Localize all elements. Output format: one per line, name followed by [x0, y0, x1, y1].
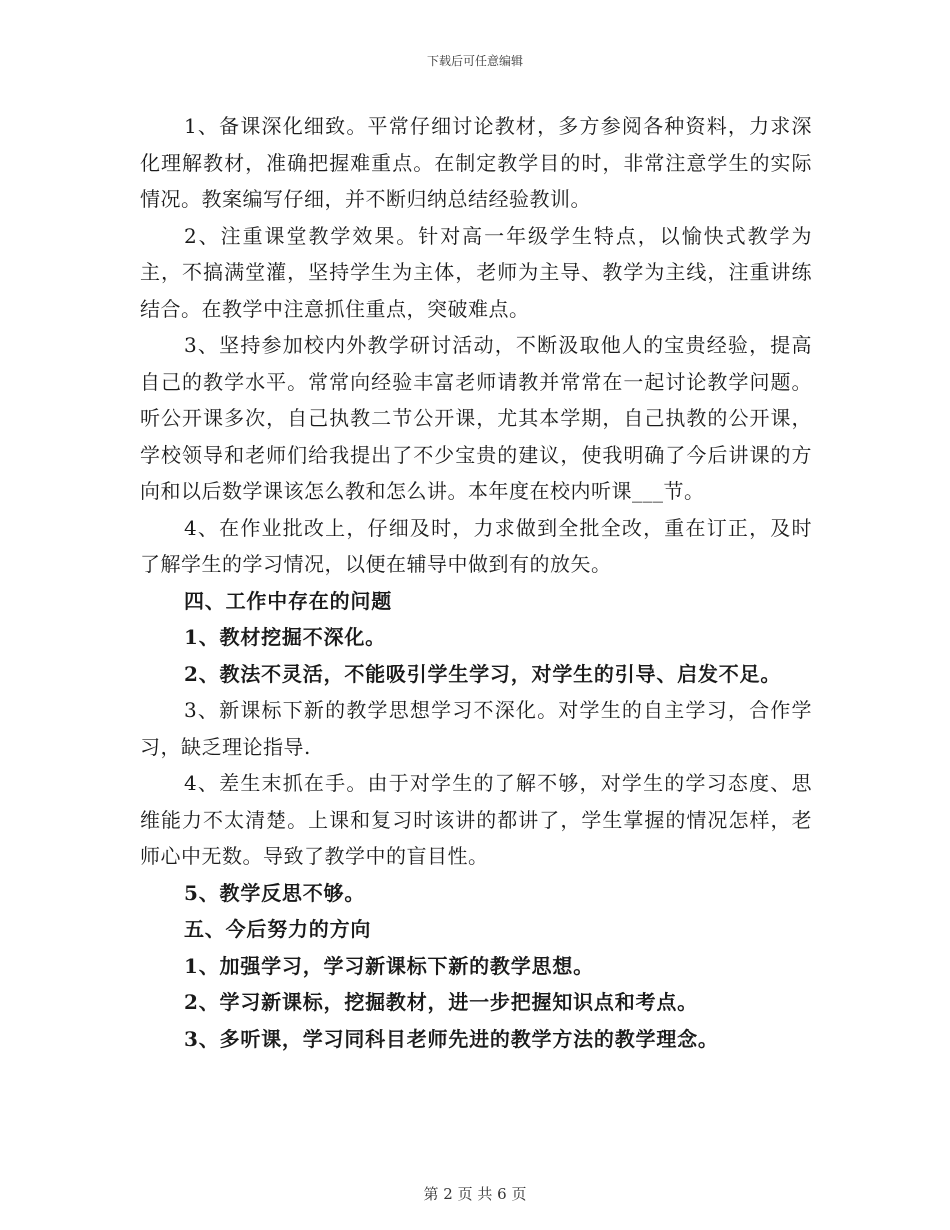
problem-item-3: 3、新课标下新的教学思想学习不深化。对学生的自主学习，合作学习，缺乏理论指导.	[140, 698, 812, 759]
problem-item-2: 2、教法不灵活，不能吸引学生学习，对学生的引导、启发不足。	[184, 661, 782, 686]
paragraph-research-activities: 3、坚持参加校内外教学研讨活动，不断汲取他人的宝贵经验，提高自己的教学水平。常常向经验丰富老师请教并常常在一起讨论教学问题。听公开课多次，自己执教二节公开课，尤其本学期，自己执教的公开课，学校领导和老师们给我提出了不少宝贵的建议，使我明确了今后讲课的方向和以后数学课该怎么教和怎么讲。本年度在校内听课___节。	[140, 333, 812, 503]
problem-item-4: 4、差生末抓在手。由于对学生的了解不够，对学生的学习态度、思维能力不太清楚。上课和复习时该讲的都讲了，学生掌握的情况怎样，老师心中无数。导致了教学中的盲目性。	[140, 771, 812, 868]
paragraph-prep-lessons: 1、备课深化细致。平常仔细讨论教材，多方参阅各种资料，力求深化理解教材，准确把握难重点。在制定教学目的时，非常注意学生的实际情况。教案编写仔细，并不断归纳总结经验教训。	[140, 114, 812, 211]
page-footer: 第 2 页 共 6 页	[423, 1185, 527, 1203]
paragraph-classroom-effect: 2、注重课堂教学效果。针对高一年级学生特点，以愉快式教学为主，不搞满堂灌，坚持学生为主体，老师为主导、教学为主线，注重讲练结合。在教学中注意抓住重点，突破难点。	[140, 223, 812, 321]
direction-item-2: 2、学习新课标，挖掘教材，进一步把握知识点和考点。	[184, 990, 698, 1014]
page-header: 下载后可任意编辑	[426, 54, 523, 68]
problem-item-1: 1、教材挖掘不深化。	[184, 625, 386, 649]
section-heading-problems: 四、工作中存在的问题	[184, 588, 392, 613]
direction-item-3: 3、多听课，学习同科目老师先进的教学方法的教学理念。	[184, 1026, 719, 1051]
direction-item-1: 1、加强学习，学习新课标下新的教学思想。	[184, 953, 594, 978]
problem-item-5: 5、教学反思不够。	[184, 880, 366, 905]
document-body	[140, 108, 812, 1057]
section-heading-future-direction: 五、今后努力的方向	[184, 917, 372, 941]
paragraph-homework-grading: 4、在作业批改上，仔细及时，力求做到全批全改，重在订正，及时了解学生的学习情况，以便在辅导中做到有的放矢。	[140, 515, 812, 576]
